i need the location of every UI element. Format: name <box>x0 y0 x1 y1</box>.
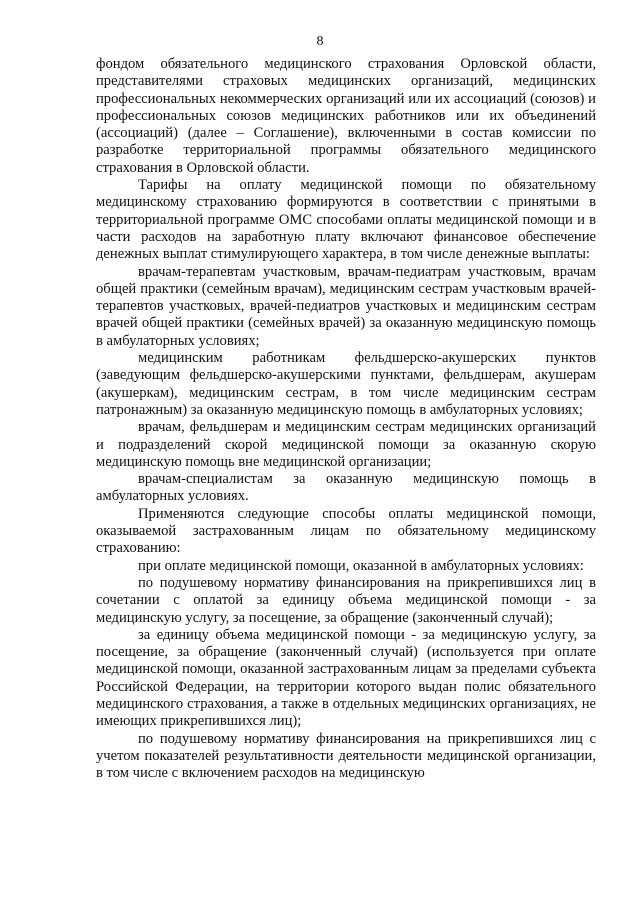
paragraph: врачам-специалистам за оказанную медицинскую помощь в амбулаторных условиях. <box>96 471 596 505</box>
paragraph: при оплате медицинской помощи, оказанной в амбулаторных условиях: <box>138 557 584 574</box>
paragraph: медицинским работникам фельдшерско-акушерских пунктов (заведующим фельдшерско-акушерскими пунктами, фельдшерам, акушерам (акушеркам), медицинским сестрам, в том числе медицинским сестрам патронажным) за оказанную медицинскую помощь в амбулаторных условиях; <box>96 350 596 418</box>
page-number: 8 <box>316 34 324 49</box>
paragraph: по подушевому нормативу финансирования на прикрепившихся лиц с учетом показателей результативности деятельности медицинской организации, в том числе с включением расходов на медицинскую <box>96 730 596 782</box>
paragraph: фондом обязательного медицинского страхования Орловской области, представителями страховых медицинских организаций, медицинских профессиональных некоммерческих организаций или их ассоциаций (союзов) и профессиональных союзов медицинских работников или их объединений (ассоциаций) (далее – Соглашение), включенными в состав комиссии по разработке территориальной программы обязательного медицинского страхования в Орловской области. <box>96 56 596 176</box>
paragraph: за единицу объема медицинской помощи - за медицинскую услугу, за посещение, за обращение (законченный случай) (используется при оплате медицинской помощи, оказанной застрахованным лицам за пределами субъекта Российской Федерации, на территории которого выдан полис обязательного медицинского страхования, а также в отдельных медицинских организациях, не имеющих прикрепившихся лиц); <box>96 626 596 730</box>
paragraph: по подушевому нормативу финансирования на прикрепившихся лиц в сочетании с оплатой за единицу объема медицинской помощи - за медицинскую услугу, за посещение, за обращение (законченный случай); <box>96 574 596 626</box>
paragraph: врачам-терапевтам участковым, врачам-педиатрам участковым, врачам общей практики (семейным врачам), медицинским сестрам участковым врачей-терапевтов участковых, врачей-педиатров участковых и медицинским сестрам врачей общей практики (семейных врачей) за оказанную медицинскую помощь в амбулаторных условиях; <box>96 263 596 349</box>
paragraph: Тарифы на оплату медицинской помощи по обязательному медицинскому страхованию формируются в соответствии с принятыми в территориальной программе ОМС способами оплаты медицинской помощи и в части расходов на заработную плату включают финансовое обеспечение денежных выплат стимулирующего характера, в том числе денежные выплаты: <box>96 177 596 263</box>
paragraph: Применяются следующие способы оплаты медицинской помощи, оказываемой застрахованным лицам по обязательному медицинскому страхованию: <box>96 505 596 557</box>
document-body <box>96 56 596 782</box>
paragraph: врачам, фельдшерам и медицинским сестрам медицинских организаций и подразделений скорой медицинской помощи за оказанную скорую медицинскую помощь вне медицинской организации; <box>96 419 596 470</box>
